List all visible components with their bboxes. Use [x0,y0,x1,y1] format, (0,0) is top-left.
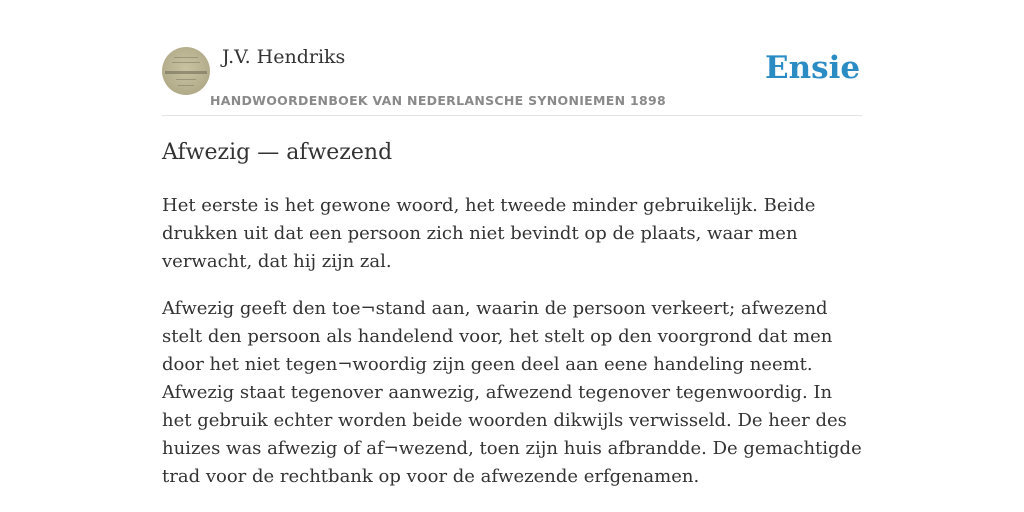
source-title[interactable]: HANDWOORDENBOEK VAN NEDERLANSCHE SYNONIEMEN 1898 [210,93,667,108]
avatar-detail [178,85,194,86]
avatar-detail [176,79,196,80]
avatar-detail [172,62,200,63]
article-title: Afwezig — afwezend [162,140,393,165]
ensie-logo[interactable]: Ensie [765,50,861,86]
article-paragraph: Het eerste is het gewone woord, het tweede minder gebruikelijk. Beide drukken uit dat een persoon zich niet bevindt op de plaats, waar men verwacht, dat hij zijn zal. [162,195,816,272]
avatar-detail [165,71,207,74]
book-cover-avatar[interactable] [162,47,210,95]
article-body [162,192,862,510]
author-name[interactable]: J.V. Hendriks [222,46,346,68]
article-paragraph: Afwezig geeft den toe¬stand aan, waarin de persoon verkeert; afwezend stelt den persoon als handelend voor, het stelt op den voorgrond dat men door het niet tegen¬woordig zijn geen deel aan eene handeling neemt. Afwezig staat tegenover aanwezig, afwezend tegenover tegenwoordig. In het gebruik echter worden beide woorden dikwijls verwisseld. De heer des huizes was afwezig of af¬wezend, toen zijn huis afbrandde. De gemachtigde trad voor de rechtbank op voor de afwezende erfgenamen. [162,298,862,487]
avatar-detail [174,57,198,58]
header-divider [162,115,862,116]
